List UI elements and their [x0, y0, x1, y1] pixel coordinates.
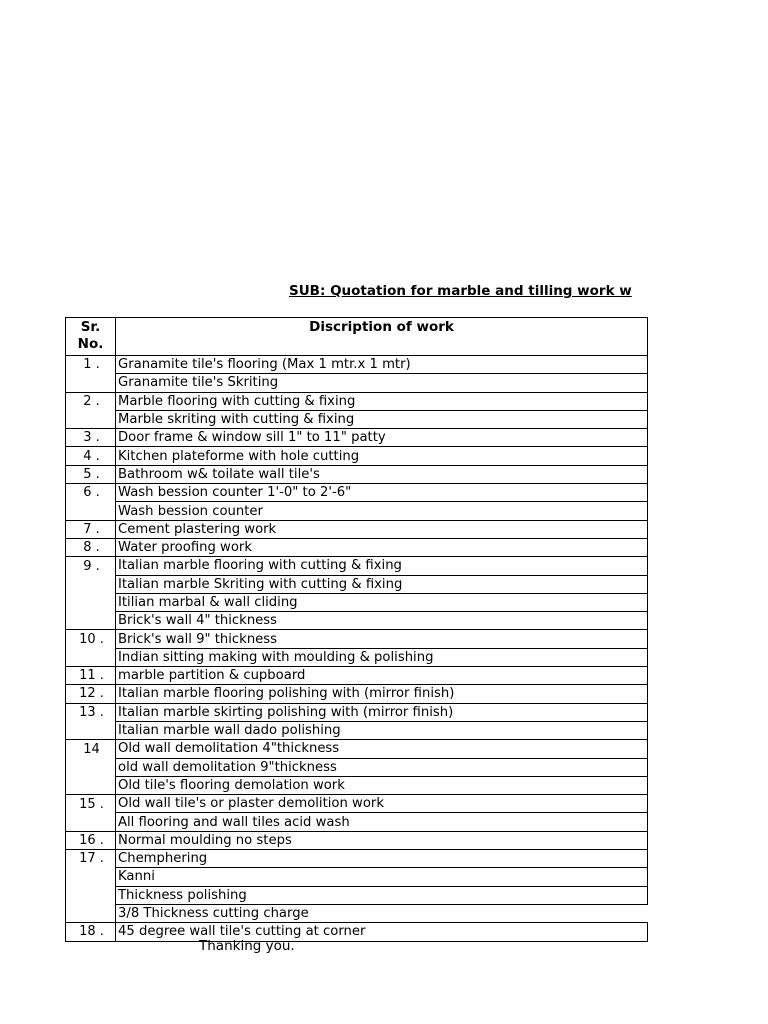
table-row	[66, 410, 648, 428]
row-description: Old wall demolitation 4"thickness	[116, 740, 648, 758]
table-row	[66, 685, 648, 703]
table-row	[66, 465, 648, 483]
row-description: Italian marble wall dado polishing	[116, 721, 648, 739]
quotation-table	[65, 317, 648, 942]
table-row	[66, 923, 648, 941]
row-sr-no	[66, 758, 116, 776]
row-description: All flooring and wall tiles acid wash	[116, 813, 648, 831]
table-row	[66, 557, 648, 575]
table-row	[66, 795, 648, 813]
table-row	[66, 429, 648, 447]
table-row	[66, 356, 648, 374]
table-row	[66, 904, 648, 922]
row-sr-no: 10 .	[66, 630, 116, 648]
table-row	[66, 538, 648, 556]
row-description: Italian marble skirting polishing with (mirror finish)	[116, 703, 648, 721]
row-description: Chemphering	[116, 850, 648, 868]
row-description: Italian marble Skriting with cutting & fixing	[116, 575, 648, 593]
document-subject: SUB: Quotation for marble and tilling work w	[289, 283, 632, 299]
row-description: Indian sitting making with moulding & polishing	[116, 648, 648, 666]
row-description: Door frame & window sill 1" to 11" patty	[116, 429, 648, 447]
row-sr-no: 13 .	[66, 703, 116, 721]
row-description: Kitchen plateforme with hole cutting	[116, 447, 648, 465]
row-description: Italian marble flooring with cutting & fixing	[116, 557, 648, 575]
row-sr-no: 14	[66, 740, 116, 758]
row-description: Itilian marbal & wall cliding	[116, 593, 648, 611]
row-sr-no	[66, 721, 116, 739]
table-row	[66, 593, 648, 611]
table-row	[66, 484, 648, 502]
table-row	[66, 831, 648, 849]
row-description: Normal moulding no steps	[116, 831, 648, 849]
row-description: Wash bession counter 1'-0" to 2'-6"	[116, 484, 648, 502]
closing-text: Thanking you.	[199, 938, 295, 954]
table-row	[66, 648, 648, 666]
table-row	[66, 374, 648, 392]
row-description: Granamite tile's flooring (Max 1 mtr.x 1 mtr)	[116, 356, 648, 374]
table-row	[66, 850, 648, 868]
table-row	[66, 740, 648, 758]
row-sr-no: 12 .	[66, 685, 116, 703]
row-sr-no: 1 .	[66, 356, 116, 374]
row-sr-no	[66, 886, 116, 904]
row-description: Wash bession counter	[116, 502, 648, 520]
table-row	[66, 721, 648, 739]
row-description: marble partition & cupboard	[116, 667, 648, 685]
row-description: Cement plastering work	[116, 520, 648, 538]
row-sr-no	[66, 868, 116, 886]
row-description: Italian marble flooring polishing with (mirror finish)	[116, 685, 648, 703]
row-sr-no	[66, 648, 116, 666]
row-sr-no	[66, 904, 116, 922]
row-sr-no: 3 .	[66, 429, 116, 447]
table-row	[66, 776, 648, 794]
row-sr-no: 17 .	[66, 850, 116, 868]
row-sr-no	[66, 593, 116, 611]
header-description: Discription of work	[116, 318, 648, 356]
table-row	[66, 758, 648, 776]
row-description: Brick's wall 4" thickness	[116, 612, 648, 630]
row-sr-no: 8 .	[66, 538, 116, 556]
row-sr-no: 15 .	[66, 795, 116, 813]
table-row	[66, 630, 648, 648]
table-row	[66, 520, 648, 538]
table-row	[66, 703, 648, 721]
table-row	[66, 575, 648, 593]
row-sr-no: 9 .	[66, 557, 116, 575]
row-description: Kanni	[116, 868, 648, 886]
row-description: Water proofing work	[116, 538, 648, 556]
row-description: Old tile's flooring demolation work	[116, 776, 648, 794]
row-sr-no: 4 .	[66, 447, 116, 465]
row-sr-no	[66, 374, 116, 392]
row-description: 45 degree wall tile's cutting at corner	[116, 923, 648, 941]
table-row	[66, 886, 648, 904]
row-sr-no	[66, 813, 116, 831]
row-description: Marble flooring with cutting & fixing	[116, 392, 648, 410]
table-row	[66, 502, 648, 520]
row-description: Brick's wall 9" thickness	[116, 630, 648, 648]
row-sr-no: 5 .	[66, 465, 116, 483]
table-row	[66, 813, 648, 831]
table-row	[66, 667, 648, 685]
row-description: Granamite tile's Skriting	[116, 374, 648, 392]
row-sr-no: 2 .	[66, 392, 116, 410]
row-sr-no: 7 .	[66, 520, 116, 538]
header-sr-no: Sr. No.	[66, 318, 116, 356]
row-description: old wall demolitation 9"thickness	[116, 758, 648, 776]
row-description: Old wall tile's or plaster demolition work	[116, 795, 648, 813]
row-sr-no: 18 .	[66, 923, 116, 941]
row-sr-no	[66, 575, 116, 593]
row-sr-no	[66, 502, 116, 520]
row-sr-no	[66, 612, 116, 630]
row-sr-no: 11 .	[66, 667, 116, 685]
row-description: Bathroom w& toilate wall tile's	[116, 465, 648, 483]
row-sr-no: 16 .	[66, 831, 116, 849]
row-description: 3/8 Thickness cutting charge	[116, 904, 648, 922]
row-sr-no: 6 .	[66, 484, 116, 502]
row-sr-no	[66, 776, 116, 794]
table-row	[66, 868, 648, 886]
row-description: Marble skriting with cutting & fixing	[116, 410, 648, 428]
table-row	[66, 612, 648, 630]
table-row	[66, 447, 648, 465]
row-sr-no	[66, 410, 116, 428]
row-description: Thickness polishing	[116, 886, 648, 904]
table-row	[66, 392, 648, 410]
